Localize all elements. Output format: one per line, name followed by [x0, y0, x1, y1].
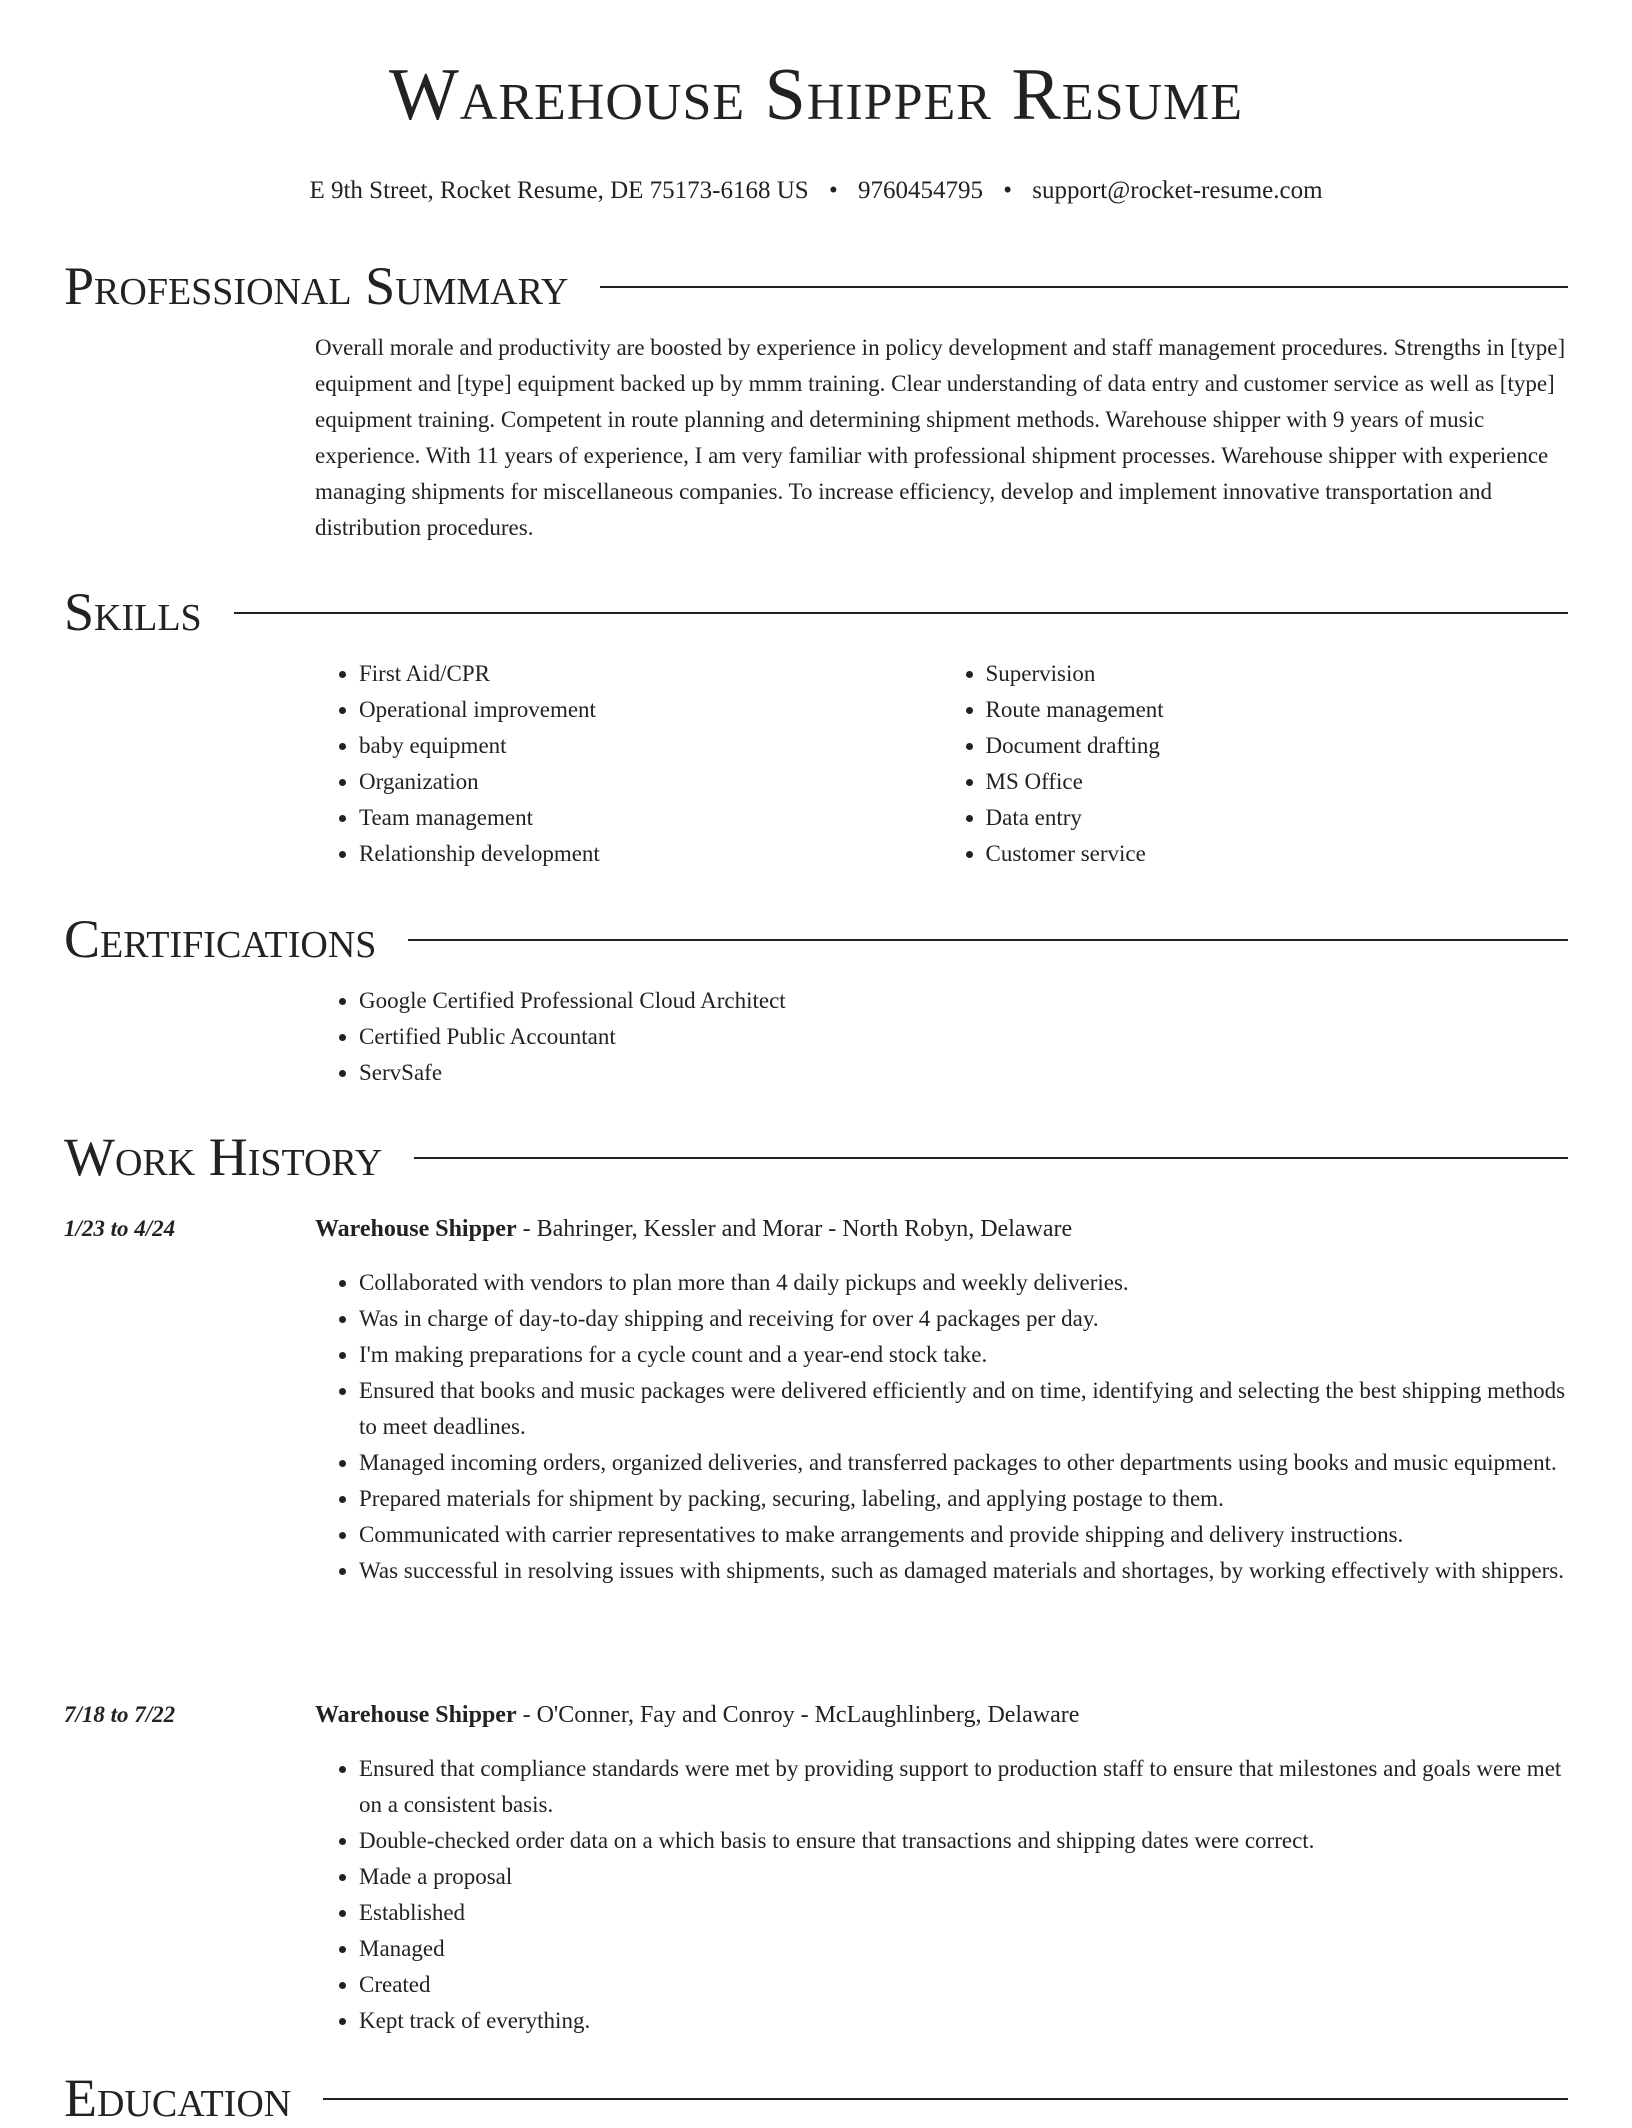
- job-entry: [64, 1697, 1568, 2039]
- section-header: [64, 1127, 1568, 1187]
- contact-phone: 9760454795: [857, 177, 983, 204]
- skills-section: [64, 582, 1568, 872]
- section-header: [64, 582, 1568, 642]
- job-duty: • Was successful in resolving issues with shipments, such as damaged materials and shortages, by working effectively with shippers.: [359, 1553, 1568, 1589]
- job-duties: [315, 1733, 1568, 2039]
- certification-item: • Certified Public Accountant: [359, 1019, 1568, 1055]
- section-header: [64, 256, 1568, 316]
- skill-item: • baby equipment: [359, 728, 942, 764]
- job-title: Warehouse Shipper: [315, 1702, 517, 1728]
- job-company: - O'Conner, Fay and Conroy - McLaughlinberg, Delaware: [516, 1702, 1080, 1728]
- job-duty: • Managed incoming orders, organized deliveries, and transferred packages to other departments using books and music equipment.: [359, 1445, 1568, 1481]
- job-duty: • Kept track of everything.: [359, 2003, 1568, 2039]
- section-divider: [323, 2098, 1568, 2100]
- summary-heading: Professional Summary: [64, 256, 569, 316]
- skill-item: • Data entry: [986, 800, 1569, 836]
- summary-text: Overall morale and productivity are boosted by experience in policy development and staff management procedures. Strengths in [type] equipment and [type] equipment backed up by mmm training. Clear understanding of data entry and customer service as well as [type] equipment training. Competent in route planning and determining shipment methods. Warehouse shipper with 9 years of music experience. With 11 years of experience, I am very familiar with professional shipment processes. Warehouse shipper with experience managing shipments for miscellaneous companies. To increase efficiency, develop and implement innovative transportation and distribution procedures.: [315, 335, 1566, 540]
- job-duty: • Managed: [359, 1931, 1568, 1967]
- work-history-section: [64, 1127, 1568, 1187]
- job-duty: • Was in charge of day-to-day shipping and receiving for over 4 packages per day.: [359, 1301, 1568, 1337]
- job-entry: [64, 1211, 1568, 1589]
- skills-list-right: [942, 656, 1569, 872]
- skill-item: • Team management: [359, 800, 942, 836]
- certifications-section: [64, 909, 1568, 1091]
- education-heading: Education: [64, 2068, 292, 2128]
- skill-item: • Customer service: [986, 836, 1569, 872]
- job-dates: 1/23 to 4/24: [64, 1216, 176, 1241]
- resume-title: Warehouse Shipper Resume: [388, 54, 1244, 136]
- section-divider: [600, 286, 1568, 288]
- job-duty: • Collaborated with vendors to plan more than 4 daily pickups and weekly deliveries.: [359, 1265, 1568, 1301]
- job-duties: [315, 1247, 1568, 1589]
- job-duty: • Ensured that books and music packages were delivered efficiently and on time, identifying and selecting the best shipping methods to meet deadlines.: [359, 1373, 1568, 1445]
- certification-item: • ServSafe: [359, 1055, 1568, 1091]
- section-divider: [414, 1157, 1568, 1159]
- job-duty: • Made a proposal: [359, 1859, 1568, 1895]
- skill-item: • Route management: [986, 692, 1569, 728]
- skill-item: • Document drafting: [986, 728, 1569, 764]
- contact-email: support@rocket-resume.com: [1032, 177, 1323, 204]
- section-divider: [408, 939, 1568, 941]
- skills-list-left: [315, 656, 942, 872]
- job-duty: • Prepared materials for shipment by packing, securing, labeling, and applying postage to them.: [359, 1481, 1568, 1517]
- job-duty: • Created: [359, 1967, 1568, 2003]
- skill-item: • Relationship development: [359, 836, 942, 872]
- job-duties-list: [315, 1265, 1568, 1589]
- job-duties-list: [315, 1751, 1568, 2039]
- section-header: [64, 909, 1568, 969]
- contact-address: E 9th Street, Rocket Resume, DE 75173-6168 US: [309, 177, 809, 204]
- skill-item: • Supervision: [986, 656, 1569, 692]
- skill-item: • MS Office: [986, 764, 1569, 800]
- job-company: - Bahringer, Kessler and Morar - North Robyn, Delaware: [516, 1216, 1073, 1242]
- job-duty: • Communicated with carrier representatives to make arrangements and provide shipping and delivery instructions.: [359, 1517, 1568, 1553]
- skill-item: • Operational improvement: [359, 692, 942, 728]
- job-heading: [315, 1697, 1568, 1733]
- job-duty: • Established: [359, 1895, 1568, 1931]
- job-duty: • Ensured that compliance standards were met by providing support to production staff to ensure that milestones and goals were met on a consistent basis.: [359, 1751, 1568, 1823]
- summary-body: [315, 316, 1568, 546]
- job-duty: • I'm making preparations for a cycle count and a year-end stock take.: [359, 1337, 1568, 1373]
- work-history-heading: Work History: [64, 1127, 383, 1187]
- skills-columns: [315, 642, 1568, 872]
- contact-separator: •: [828, 177, 838, 204]
- contact-separator: •: [1003, 177, 1012, 204]
- section-divider: [234, 612, 1568, 614]
- certifications-list: [315, 983, 1568, 1091]
- education-section: [64, 2068, 1568, 2128]
- job-dates: 7/18 to 7/22: [64, 1702, 176, 1727]
- job-heading: [315, 1211, 1568, 1247]
- job-title: Warehouse Shipper: [315, 1216, 517, 1242]
- certifications-heading: Certifications: [64, 909, 377, 969]
- skills-heading: Skills: [64, 582, 202, 642]
- skill-item: • First Aid/CPR: [359, 656, 942, 692]
- job-duty: • Double-checked order data on a which basis to ensure that transactions and shipping dates were correct.: [359, 1823, 1568, 1859]
- skill-item: • Organization: [359, 764, 942, 800]
- certifications-body: [315, 969, 1568, 1091]
- contact-line: [0, 176, 1632, 206]
- certification-item: • Google Certified Professional Cloud Architect: [359, 983, 1568, 1019]
- section-header: [64, 2068, 1568, 2128]
- summary-section: [64, 256, 1568, 546]
